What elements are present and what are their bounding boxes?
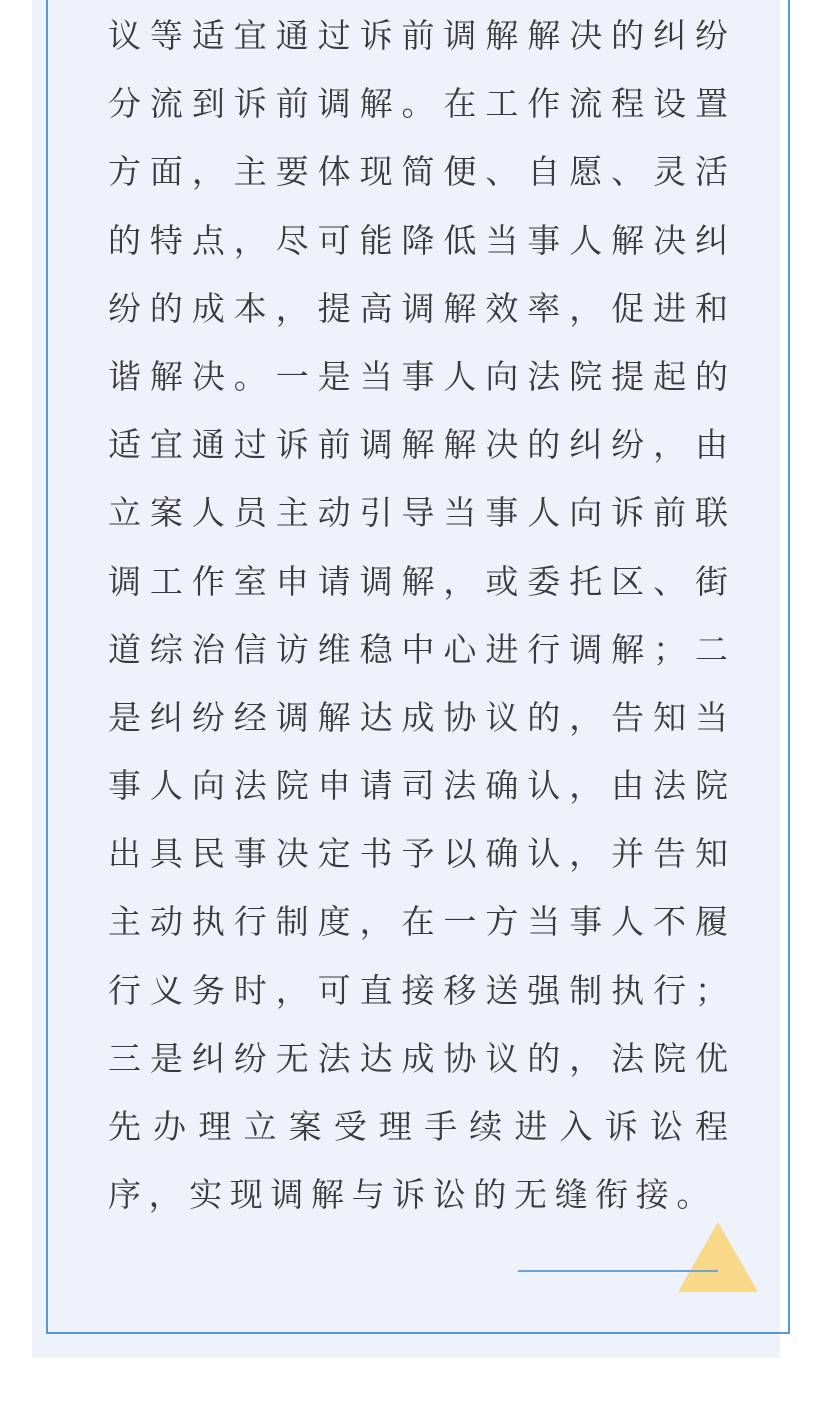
article-line: 出具民事决定书予以确认，并告知 (108, 834, 728, 874)
article-line: 立案人员主动引导当事人向诉前联 (108, 493, 728, 533)
article-line: 纷的成本，提高调解效率，促进和 (108, 288, 728, 328)
article-line: 分流到诉前调解。在工作流程设置 (108, 84, 728, 124)
article-line: 主动执行制度，在一方当事人不履 (108, 902, 728, 942)
article-line: 议等适宜通过诉前调解解决的纠纷 (108, 16, 728, 55)
article-line: 方面，主要体现简便、自愿、灵活 (108, 152, 728, 192)
article-line: 事人向法院申请司法确认，由法院 (108, 766, 728, 806)
article-line: 序，实现调解与诉讼的无缝衔接。 (108, 1175, 717, 1215)
accent-divider-line (518, 1270, 718, 1272)
article-line: 调工作室申请调解，或委托区、街 (108, 561, 728, 601)
article-line: 三是纠纷无法达成协议的，法院优 (108, 1038, 728, 1078)
article-line: 行义务时，可直接移送强制执行； (108, 970, 728, 1010)
article-line: 道综治信访维稳中心进行调解；二 (108, 629, 728, 669)
article-line: 适宜通过诉前调解解决的纠纷，由 (108, 425, 728, 465)
article-line: 先办理立案受理手续进入诉讼程 (108, 1107, 728, 1146)
triangle-decoration-icon (678, 1222, 758, 1292)
article-body (108, 2, 728, 1229)
article-line: 是纠纷经调解达成协议的，告知当 (108, 697, 728, 737)
article-line: 的特点，尽可能降低当事人解决纠 (108, 220, 728, 260)
article-line: 谐解决。一是当事人向法院提起的 (108, 356, 728, 396)
